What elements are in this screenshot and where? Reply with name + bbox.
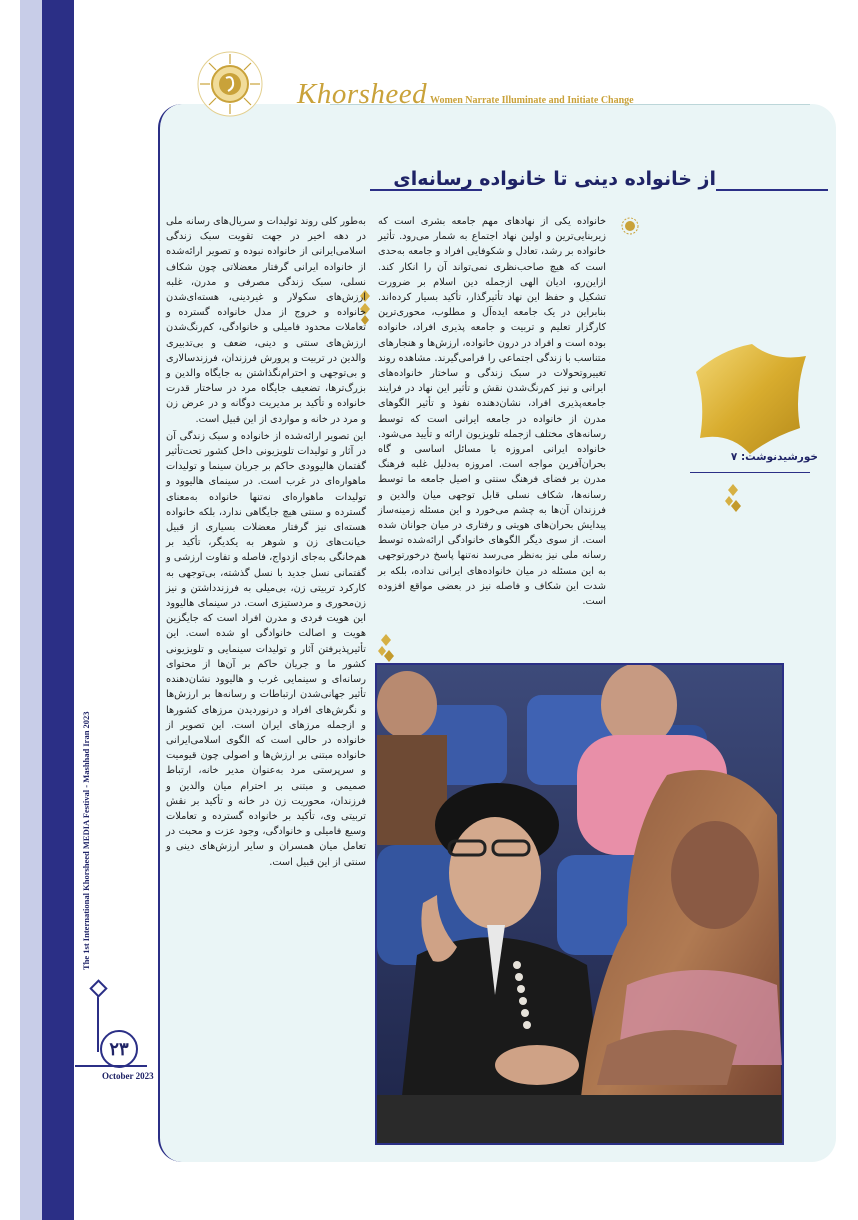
brand-tagline: Women Narrate Illuminate and Initiate Change: [430, 95, 634, 106]
page-number-rule: [75, 1065, 147, 1067]
sidebar-rule: [97, 990, 99, 1052]
paragraph: این تصویر ارائه‌شده از خانواده و سبک زندگی آن در آثار و تولیدات تلویزیونی داخل کشور تحت‌تأثیر گفتمان هالیوودی حاکم بر جریان سینما و تولیدات ماهواره‌ای در غرب است. در سینمای هالیوود و تولیدات ماهواره‌ای نه‌تنها خانواده به‌معنای گسترده و سنتی هیچ جایگاهی ندارد، بلکه خانواده هسته‌ای نیز گرفتار معضلات بسیاری از قبیل خیانت‌های زن و شوهر به یکدیگر، تأکید بر هم‌خانگی به‌جای ازدواج، فاصله و تفاوت ارزشی و گفتمانی نسل جدید با نسل گذشته، بی‌توجهی به کارکرد تربیتی زن، بی‌میلی به فرزندداشتن و نیز زن‌محوری و مردستیزی است. در سینمای هالیوود این هویت فردی و مدرن افراد است که جایگزین هویت و اصالت خانوادگی او شده است. این تأثیرپذیرفتن آثار و تولیدات سینمایی و تلویزیونی کشور ما و جریان حاکم بر آن‌ها از محتوای رسانه‌ای و سینمایی غرب و هالیوود نشان‌دهنده تأثیر جهانی‌شدن ارتباطات و رسانه‌ها بر ارزش‌ها و نگرش‌های افراد و درنوردیدن مرزهای کشورها و ازجمله مرزهای ایران است. این تصویر از خانواده در حالی است که الگوی اسلامی‌ایرانی خانواده مبتنی بر ارزش‌ها و اصولی چون قیومیت و سرپرستی مرد به‌عنوان مدیر خانه، ارتباط صمیمی و مبتنی بر احترام میان والدین و فرزندان، محوریت زن در خانه و تأکید بر نقش تربیتی وی، تأکید بر خانواده گسترده و تعاملات وسیع فامیلی و خانوادگی، وجود عزت و محبت در تعامل میان همسران و سایر ارزش‌های دینی و سنتی از این قبیل است.: [166, 430, 366, 868]
article-title: از خانواده دینی تا خانواده رسانه‌ای: [393, 168, 716, 190]
gold-diamond-cluster-icon: [724, 484, 742, 518]
page-number: ۲۳: [100, 1030, 138, 1068]
article-column-left: [166, 214, 366, 872]
paragraph: به‌طور کلی روند تولیدات و سریال‌های رسانه ملی در دهه اخیر در جهت تقویت سبک زندگی اسلامی‌ایرانی از خانواده نبوده و تصویر ارائه‌شده از خانواده ایرانی گرفتار معضلاتی چون شکاف نسلی، سبک زندگی مصرفی و مدرن، غلبه ارزش‌های سکولار و غیردینی، هسته‌ای‌شدن خانواده و خروج از مدل خانواده گسترده و تعاملات محدود فامیلی و خانوادگی، کم‌رنگ‌شدن ارزش‌های سنتی و دینی، ضعف و بی‌تدبیری والدین در تربیت و پرورش فرزندان، فرزندسالاری و بی‌توجهی و احترام‌نگذاشتن به جایگاه والدین و بزرگ‌ترها، تضعیف جایگاه مرد در ساختار قدرت خانواده و تأکید بر مدیریت دوگانه و در عرض زن و مرد در خانه و مواردی از این قبیل است.: [166, 216, 366, 425]
author-label: خورشیدنوشت: ۷: [730, 451, 818, 463]
gold-paper-icon: [690, 342, 808, 458]
sidebar-diamond: [89, 979, 107, 997]
title-rule-right: [716, 189, 828, 191]
left-band-dark: [42, 0, 74, 1220]
festival-vertical-text: The 1st International Khorsheed MEDIA Festival - Mashhad Iran 2023: [81, 711, 91, 970]
conference-audience-photo: [375, 663, 784, 1145]
article-column-right: [378, 214, 606, 611]
brand-name: Khorsheed: [297, 78, 428, 110]
sun-bullet-icon: [620, 216, 640, 240]
author-rule: [690, 472, 810, 473]
paragraph: خانواده یکی از نهادهای مهم جامعه بشری است که زیربنایی‌ترین و اولین نهاد اجتماع به شمار می‌رود. تأثیر خانواده بر رشد، تعادل و شکوفایی افراد و جامعه به‌حدی است که هیچ صاحب‌نظری نمی‌تواند آن را انکار کند. ازاین‌رو، ادیان الهی ازجمله دین اسلام بر ضرورت تشکیل و حفظ این نهاد تأثیرگذار، تأکید بسیار کرده‌اند. بنابراین در یک جامعه ایده‌آل و مطلوب، محوری‌ترین کارگزار تعلیم و تربیت و جامعه پذیری افراد، خانواده بوده است و افراد در درون خانواده، ارزش‌ها و هنجارهای متناسب با زندگی اجتماعی را فرامی‌گیرند. مشاهده روند تغییروتحولات در سبک زندگی و ساختار خانواده‌های ایرانی و نیز کم‌رنگ‌شدن نقش و تأثیر این نهاد در فرایند جامعه‌پذیری افراد، نشان‌دهنده نفوذ و تأثیر الگوهای مدرن از خانواده در جامعه ایرانی است که توسط رسانه‌های مختلف ازجمله تلویزیون ارائه و تأیید می‌شود. خانواده ایرانی امروزه با مسائل اساسی و گاه بحران‌آفرین مواجه است. امروزه به‌دلیل غلبه فرهنگ مدرن بر فضای فرهنگ سنتی و اصیل جامعه ما توسط رسانه‌ها، شکاف نسلی قابل توجهی میان والدین و فرزندان آن‌ها به چشم می‌خورد و این مسئله زمینه‌ساز پیدایش بحران‌های هویتی و رفتاری در میان جوانان شده است. از سوی دیگر الگوهای خانوادگی ارائه‌شده توسط رسانه ملی نیز به‌نظر می‌رسد نه‌تنها پاسخ درخورتوجهی به این مسئله در میان خانواده‌های ایرانی نداده، بلکه بر شدت این شکاف و فاصله نیز در بعضی مواقع افزوده است.: [378, 216, 606, 608]
khorsheed-sun-logo-icon: [196, 50, 264, 118]
left-band-light: [20, 0, 42, 1220]
issue-date: October 2023: [102, 1071, 154, 1081]
